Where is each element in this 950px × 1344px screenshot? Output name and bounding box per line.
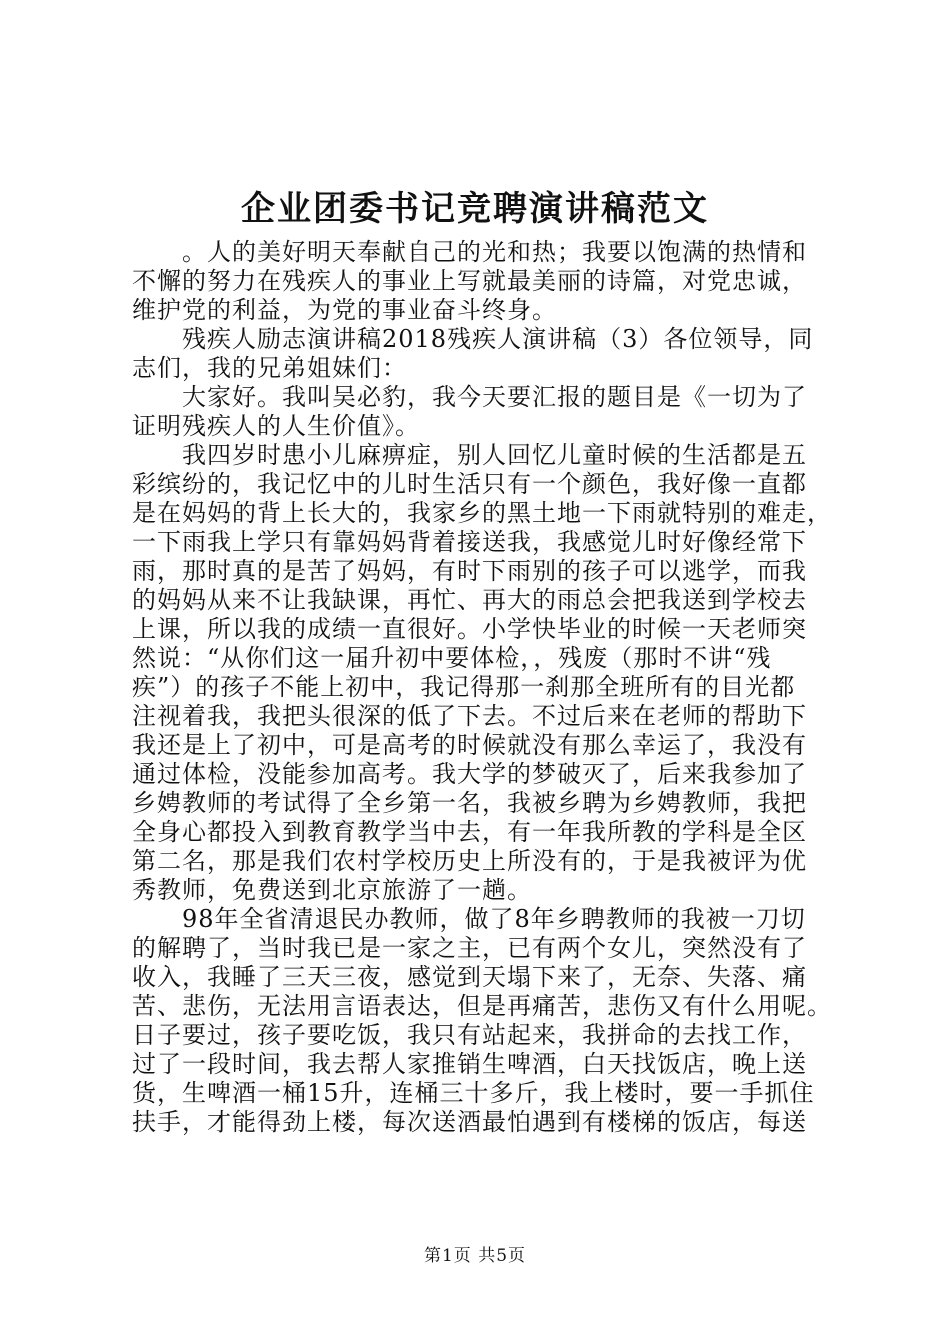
text-line: 彩缤纷的，我记忆中的儿时生活只有一个颜色，我好像一直都 (132, 470, 807, 498)
text-line: 我还是上了初中，可是高考的时候就没有那么幸运了，我没有 (132, 731, 807, 759)
page-footer: 第1页 共5页 (423, 1246, 527, 1266)
text-line: 乡娉教师的考试得了全乡第一名，我被乡聘为乡娉教师，我把 (132, 789, 807, 817)
text-line: 志们，我的兄弟姐妹们： (132, 354, 407, 382)
text-line: 扶手，才能得劲上楼，每次送酒最怕遇到有楼梯的饭店，每送 (132, 1108, 807, 1136)
document-title: 企业团委书记竞聘演讲稿范文 (241, 189, 709, 229)
text-line: 大家好。我叫吴必豹，我今天要汇报的题目是《一切为了 (182, 383, 807, 411)
text-line: 证明残疾人的人生价值》。 (132, 412, 420, 440)
text-line: 98年全省清退民办教师，做了8年乡聘教师的我被一刀切 (182, 905, 806, 933)
text-line: 维护党的利益，为党的事业奋斗终身。 (132, 296, 557, 324)
text-line: 货，生啤酒一桶15升，连桶三十多斤，我上楼时，要一手抓住 (132, 1079, 815, 1107)
text-line: 。人的美好明天奉献自己的光和热；我要以饱满的热情和 (182, 238, 807, 266)
text-line: 然说：“从你们这一届升初中要体检，，残废（那时不讲“残 (132, 644, 772, 672)
text-line: 的妈妈从来不让我缺课，再忙、再大的雨总会把我送到学校去 (132, 586, 807, 614)
text-line: 上课，所以我的成绩一直很好。小学快毕业的时候一天老师突 (132, 615, 807, 643)
text-line: 日子要过，孩子要吃饭，我只有站起来，我拼命的去找工作， (132, 1021, 807, 1049)
document-body (132, 238, 832, 1137)
text-line: 过了一段时间，我去帮人家推销生啤酒，白天找饭店，晚上送 (132, 1050, 807, 1078)
text-line: 全身心都投入到教育教学当中去，有一年我所教的学科是全区 (132, 818, 807, 846)
text-line: 一下雨我上学只有靠妈妈背着接送我，我感觉儿时好像经常下 (132, 528, 807, 556)
text-line: 注视着我，我把头很深的低了下去。不过后来在老师的帮助下 (132, 702, 807, 730)
text-line: 雨，那时真的是苦了妈妈，有时下雨别的孩子可以逃学，而我 (132, 557, 807, 585)
text-line: 苦、悲伤，无法用言语表达，但是再痛苦，悲伤又有什么用呢。 (132, 992, 832, 1020)
text-line: 收入，我睡了三天三夜，感觉到天塌下来了，无奈、失落、痛 (132, 963, 807, 991)
text-line: 第二名，那是我们农村学校历史上所没有的，于是我被评为优 (132, 847, 807, 875)
text-line: 我四岁时患小儿麻痹症，别人回忆儿童时候的生活都是五 (182, 441, 807, 469)
text-line: 残疾人励志演讲稿2018残疾人演讲稿（3）各位领导，同 (182, 325, 814, 353)
text-line: 不懈的努力在残疾人的事业上写就最美丽的诗篇，对党忠诚， (132, 267, 807, 295)
text-line: 通过体检，没能参加高考。我大学的梦破灭了，后来我参加了 (132, 760, 807, 788)
text-line: 是在妈妈的背上长大的，我家乡的黑土地一下雨就特别的难走， (132, 499, 832, 527)
text-line: 的解聘了，当时我已是一家之主，已有两个女儿，突然没有了 (132, 934, 807, 962)
text-line: 秀教师，免费送到北京旅游了一趟。 (132, 876, 532, 904)
text-line: 疾”）的孩子不能上初中，我记得那一刹那全班所有的目光都 (132, 673, 796, 701)
